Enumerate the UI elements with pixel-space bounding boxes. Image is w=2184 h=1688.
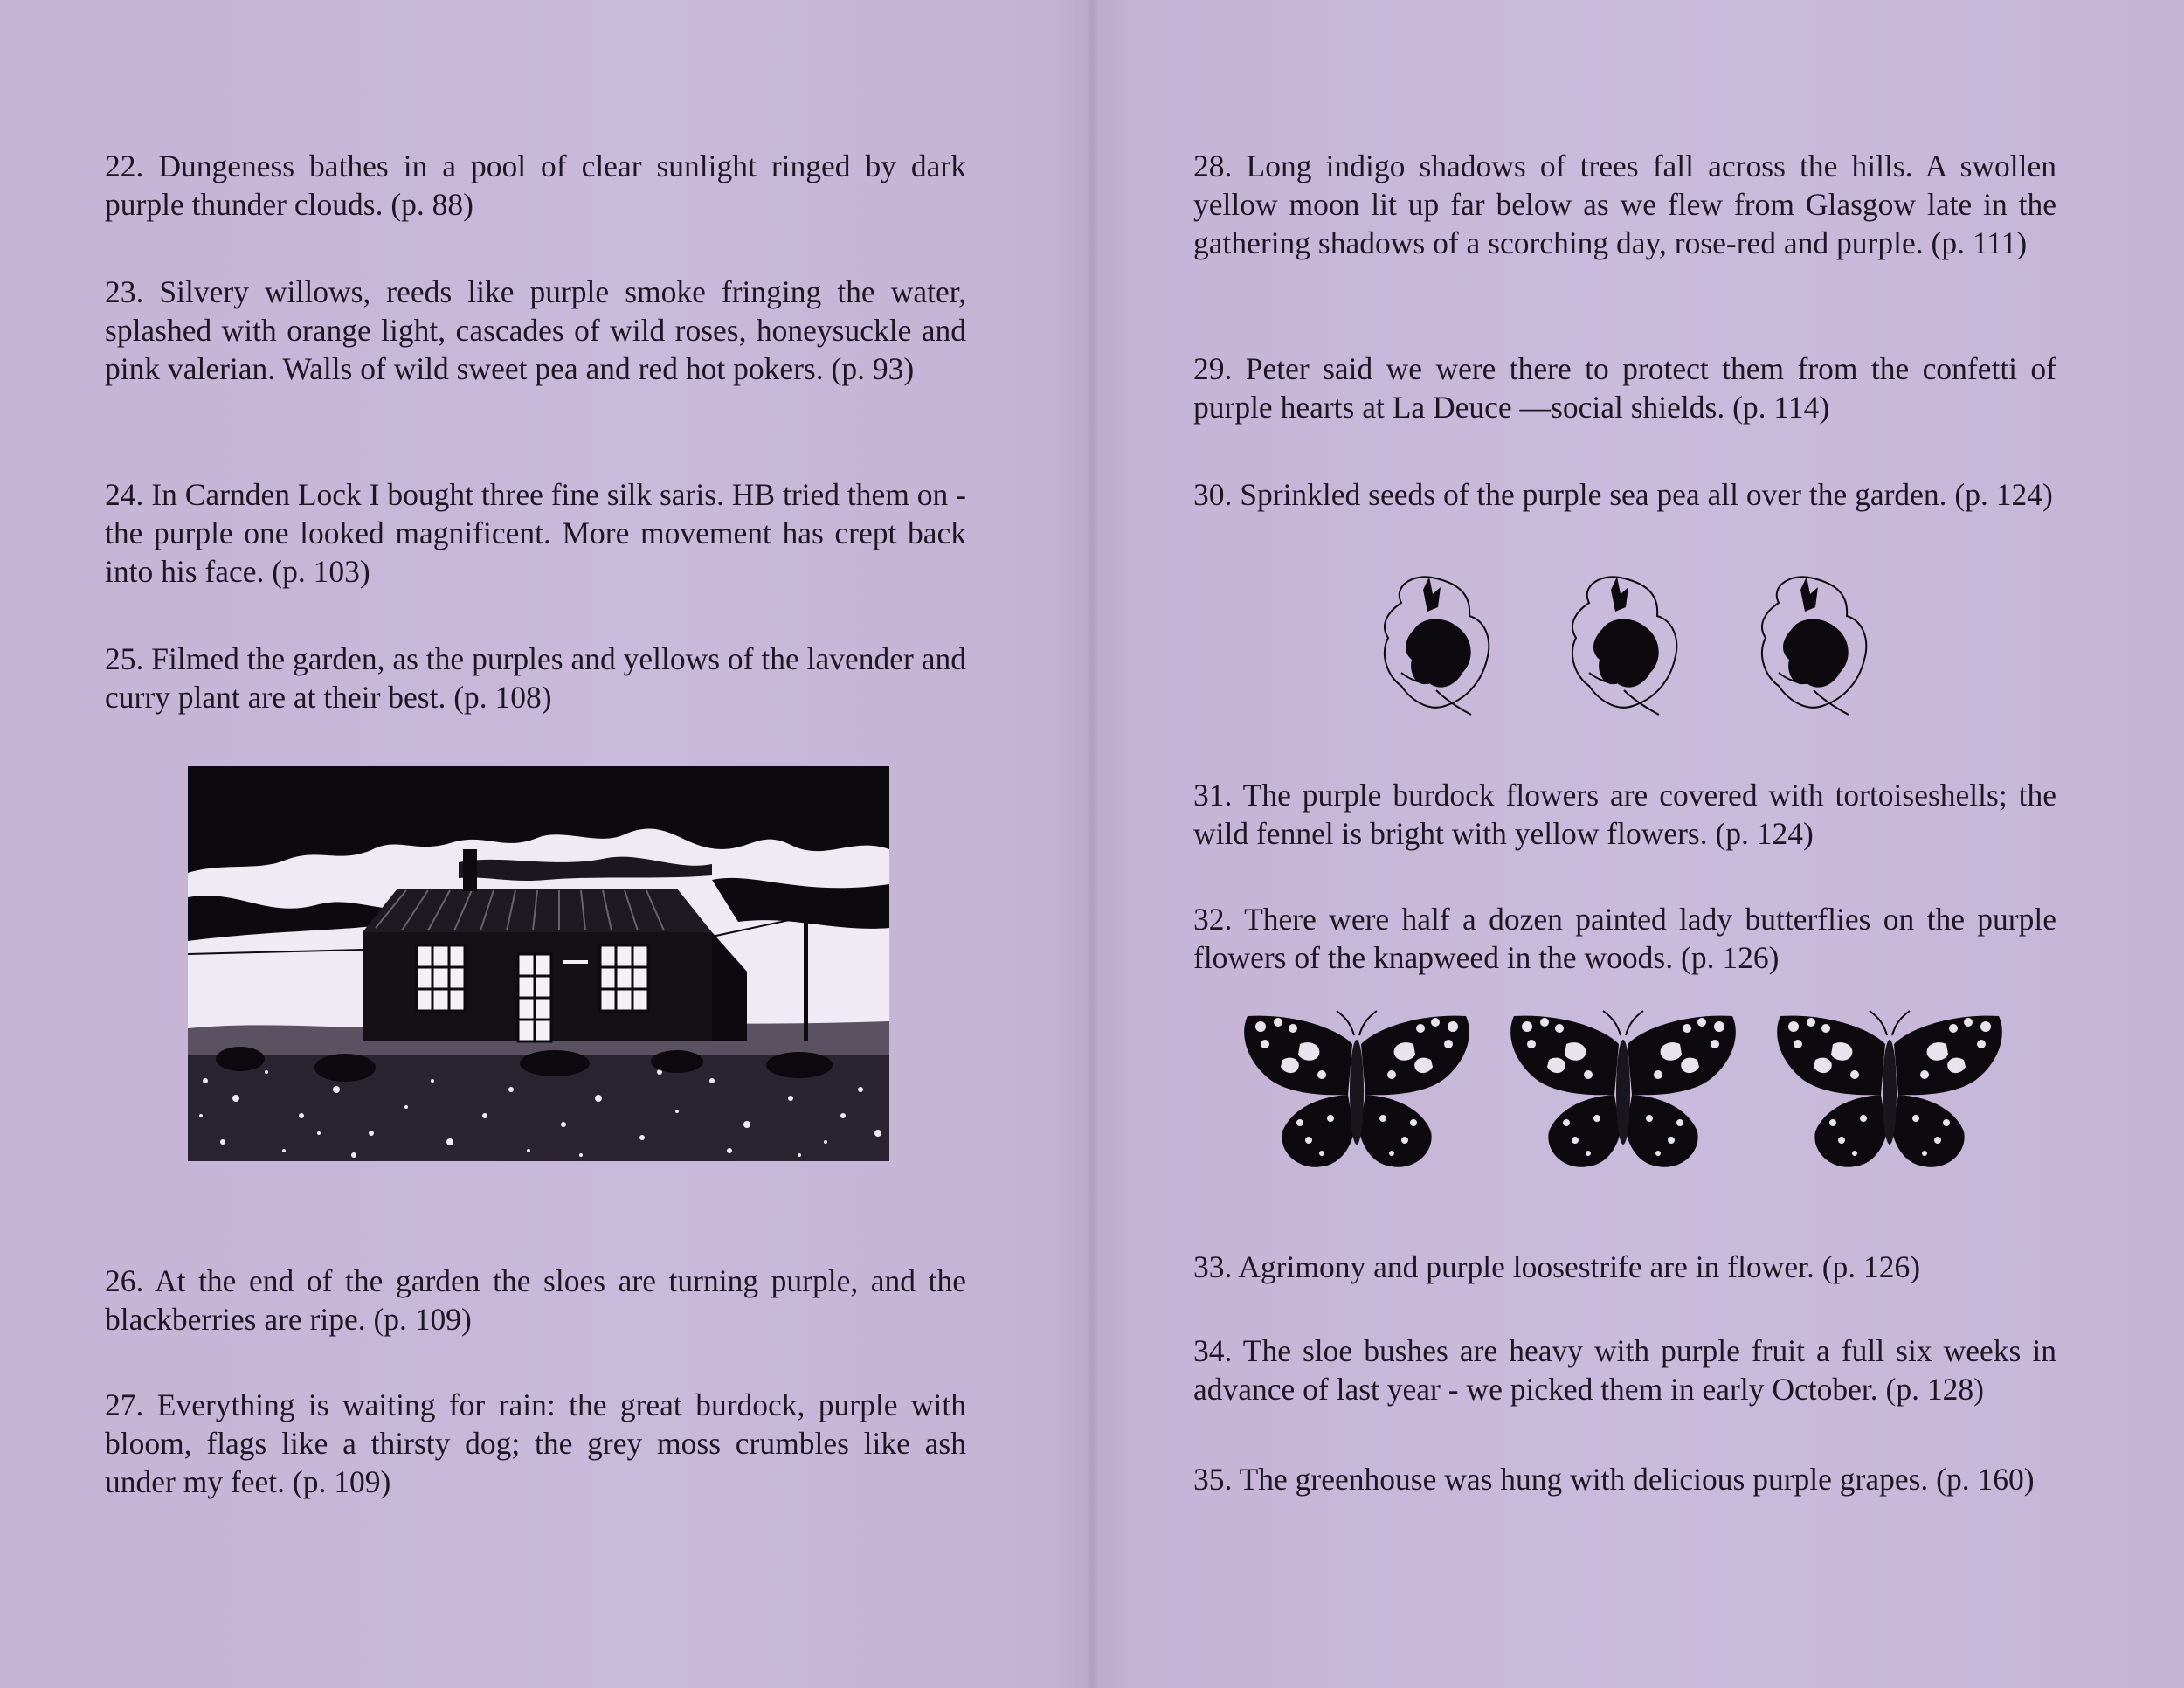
right-page	[1193, 0, 2056, 1688]
cottage-photo	[188, 766, 889, 1161]
entry-34: 34. The sloe bushes are heavy with purple fruit a full six weeks in advance of last year - we picked them in early October. (p. 128)	[1193, 1333, 2056, 1407]
entry-28: 28. Long indigo shadows of trees fall across the hills. A swollen yellow moon lit up far below as we flew from Glasgow late in the gathering shadows of a scorching day, rose-red and purple. (p. 111)	[1193, 149, 2056, 260]
entry-23: 23. Silvery willows, reeds like purple smoke fringing the water, splashed with orange light, cascades of wild roses, honeysuckle and pink valerian. Walls of wild sweet pea and red hot pokers. (p. 93)	[105, 274, 966, 386]
entry-27: 27. Everything is waiting for rain: the great burdock, purple with bloom, flags like a thirsty dog; the grey moss crumbles like ash under my feet. (p. 109)	[105, 1387, 966, 1499]
entry-22: 22. Dungeness bathes in a pool of clear sunlight ringed by dark purple thunder clouds. (p. 88)	[105, 149, 966, 222]
entry-26: 26. At the end of the garden the sloes are turning purple, and the blackberries are ripe. (p. 109)	[105, 1263, 966, 1337]
entry-30: 30. Sprinkled seeds of the purple sea pea all over the garden. (p. 124)	[1193, 477, 2053, 512]
entry-24: 24. In Carnden Lock I bought three fine silk saris. HB tried them on - the purple one looked magnificent. More movement has crept back into his face. (p. 103)	[105, 477, 966, 589]
entry-25: 25. Filmed the garden, as the purples and yellows of the lavender and curry plant are at their best. (p. 108)	[105, 641, 966, 715]
entry-35: 35. The greenhouse was hung with delicious purple grapes. (p. 160)	[1193, 1462, 2035, 1497]
painted-lady-butterfly-icon	[1244, 1011, 1469, 1167]
entry-33: 33. Agrimony and purple loosestrife are in flower. (p. 126)	[1193, 1249, 1921, 1284]
sea-pea-flower-icon	[1572, 577, 1676, 715]
entry-32: 32. There were half a dozen painted lady butterflies on the purple flowers of the knapweed in the woods. (p. 126)	[1193, 902, 2056, 975]
page-fold	[1086, 0, 1098, 1688]
entry-29: 29. Peter said we were there to protect them from the confetti of purple hearts at La Deuce —social shields. (p. 114)	[1193, 351, 2056, 425]
sea-pea-flower-icon	[1762, 577, 1866, 715]
painted-lady-butterfly-icon	[1510, 1011, 1736, 1167]
butterfly-row	[1239, 1005, 2008, 1175]
left-page	[105, 0, 966, 1688]
sea-pea-flower-icon	[1385, 577, 1489, 715]
painted-lady-butterfly-icon	[1777, 1011, 2002, 1167]
entry-31: 31. The purple burdock flowers are covered with tortoiseshells; the wild fennel is bright with yellow flowers. (p. 124)	[1193, 778, 2056, 851]
flower-row	[1375, 568, 1882, 721]
